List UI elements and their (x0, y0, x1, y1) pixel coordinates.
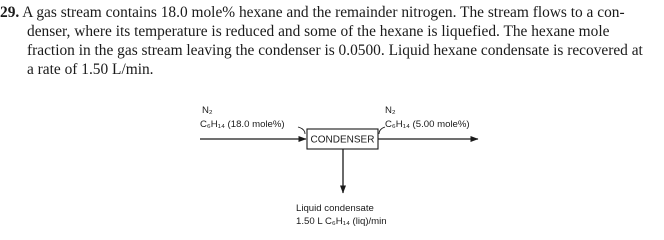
problem-line-2: denser, where its temperature is reduced and some of the hexane is liquefied. The hexane mole (27, 23, 610, 40)
outlet-n2-label: N₂ (385, 105, 396, 116)
condensate-title-label: Liquid condensate (296, 203, 374, 214)
problem-line-4: a rate of 1.50 L/min. (27, 61, 154, 78)
feed-hexane-label: C₆H₁₄ (18.0 mole%) (200, 119, 285, 130)
feed-label-bracket (298, 127, 305, 134)
condenser-label: CONDENSER (310, 134, 375, 146)
problem-text-line-1: A gas stream contains 18.0 mole% hexane and the remainder nitrogen. The stream flows to a con- (22, 4, 625, 21)
outlet-hexane-label: C₆H₁₄ (5.00 mole%) (385, 119, 470, 130)
problem-number: 29. (0, 4, 20, 21)
feed-n2-label: N₂ (202, 105, 213, 116)
condensate-rate-label: 1.50 L C₆H₁₄ (liq)/min (296, 216, 387, 227)
problem-line-3: fraction in the gas stream leaving the condenser is 0.0500. Liquid hexane condensate is recovered at (27, 42, 643, 59)
